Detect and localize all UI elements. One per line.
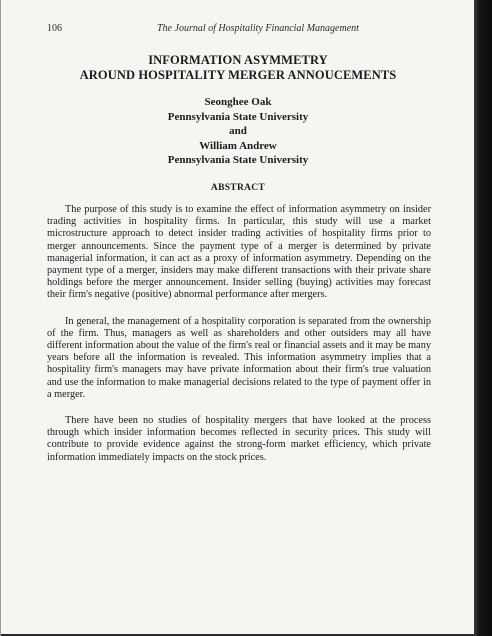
abstract-body (47, 204, 431, 478)
abstract-paragraph: There have been no studies of hospitality mergers that have looked at the process through which insider information becomes reflected in security prices. This study will contribute to provide evidence against the strong-form market efficiency, which private information immediately impacts on the stock prices. (47, 415, 431, 463)
author-conjunction: and (229, 125, 247, 137)
author-name: Seonghee Oak (204, 96, 272, 108)
author-affiliation: Pennsylvania State University (167, 154, 309, 166)
title-line-2: AROUND HOSPITALITY MERGER ANNOUCEMENTS (79, 68, 397, 82)
page-number: 106 (47, 23, 62, 34)
journal-title: The Journal of Hospitality Financial Management (157, 23, 359, 34)
author-affiliation: Pennsylvania State University (167, 110, 309, 123)
paper-title (1, 53, 475, 83)
abstract-heading: ABSTRACT (210, 183, 266, 193)
abstract-paragraph: In general, the management of a hospitality corporation is separated from the ownership of the firm. Thus, managers as well as shareholders and other outsiders may all have different information about the value of the firm's real or financial assets and it may be many years before all the information is revealed. This information asymmetry implies that a hospitality firm's managers may have private information about their firm's true valuation and use the information to make managerial decisions related to the type of payment offer in a merger. (47, 315, 431, 400)
abstract-paragraph: The purpose of this study is to examine the effect of information asymmetry on insider trading activities in hospitality firms. In particular, this study will use a market microstructure approach to detect insider trading activities of hospitality firms prior to merger announcements. Since the payment type of a merger is determined by private managerial information, it can act as a proxy of information asymmetry. Depending on the payment type of a merger, insiders may make different transactions with their private share holdings before the merger announcement. Insider selling (buying) activities may forecast their firm's negative (positive) abnormal performance after mergers. (47, 204, 431, 301)
scan-shadow-edge (474, 0, 492, 636)
author-name: William Andrew (199, 139, 277, 152)
author-block (1, 95, 475, 168)
title-line-1: INFORMATION ASYMMETRY (148, 53, 328, 67)
